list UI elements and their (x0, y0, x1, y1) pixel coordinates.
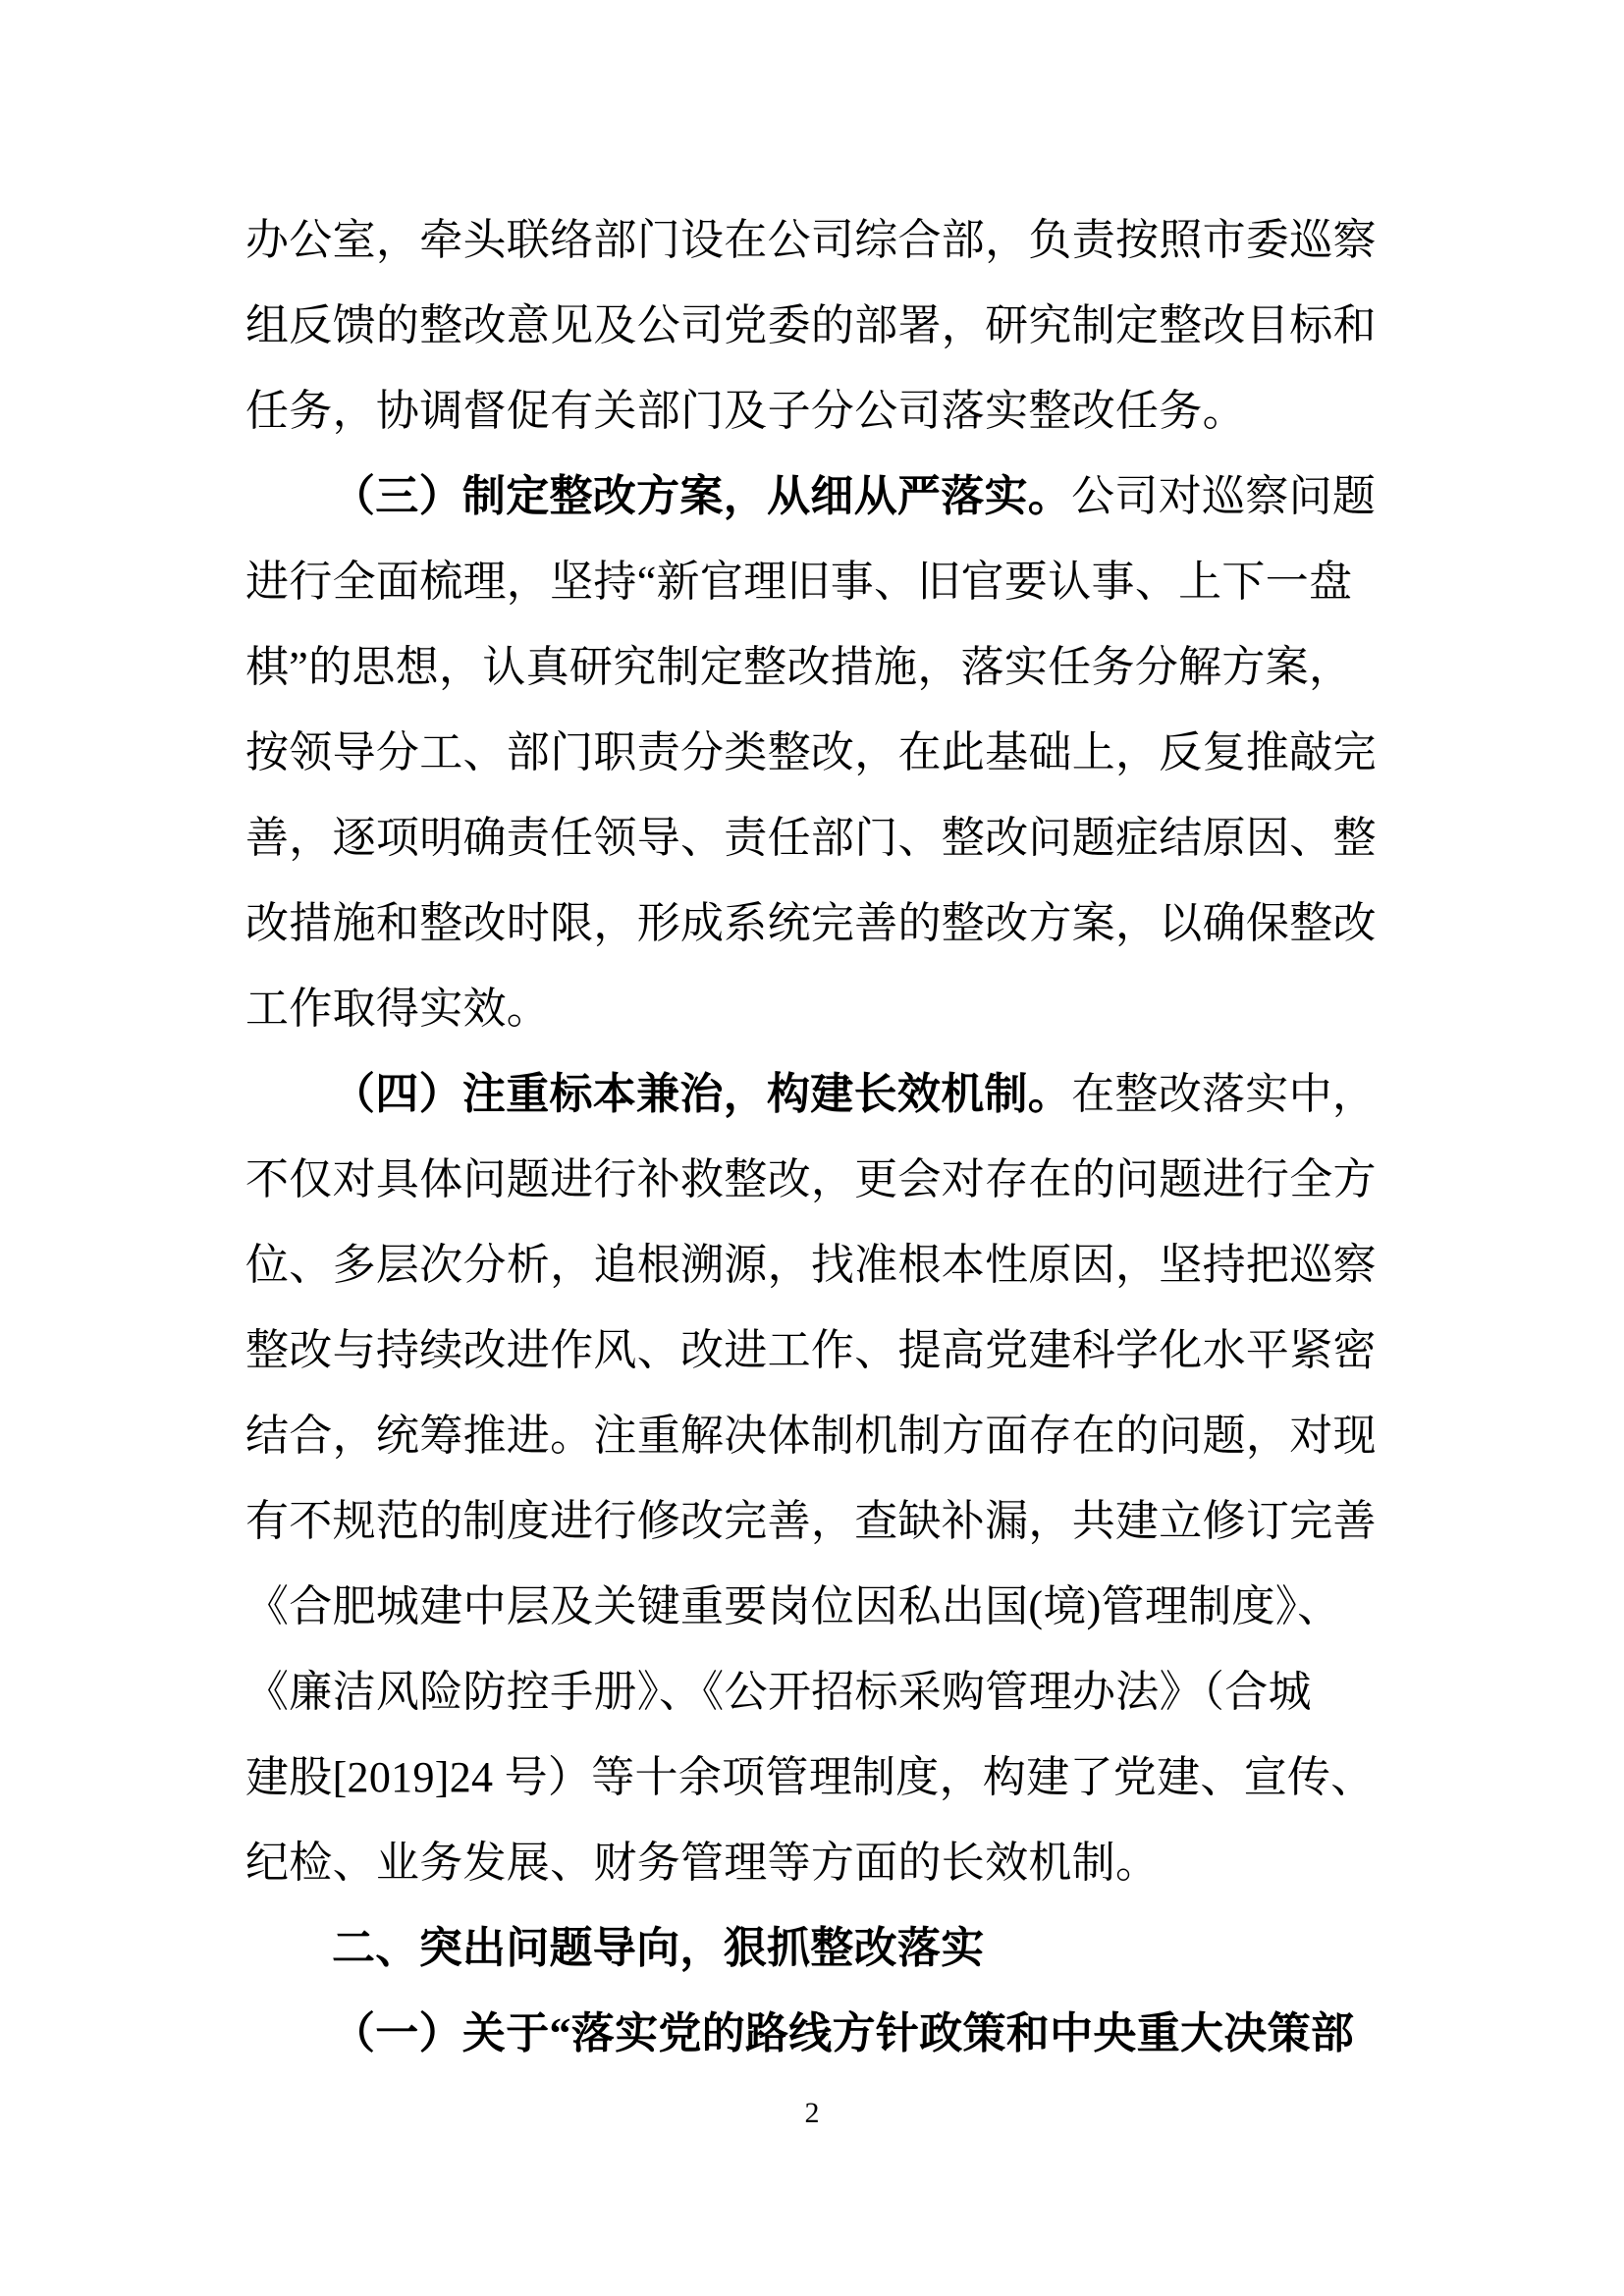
body-text-segment: 不仅对具体问题进行补救整改，更会对存在的问题进行全方 (245, 1155, 1377, 1203)
body-text-segment: 组反馈的整改意见及公司党委的部署，研究制定整改目标和 (245, 301, 1377, 349)
body-text-segment: 公司对巡察问题 (1071, 472, 1377, 520)
document-lines (245, 197, 1377, 2076)
text-line (245, 624, 1377, 710)
text-line (245, 1820, 1377, 1905)
text-line (245, 1308, 1377, 1393)
heading-text-segment: （四）注重标本兼治，构建长效机制。 (332, 1070, 1072, 1118)
body-text-segment: 善，逐项明确责任领导、责任部门、整改问题症结原因、整 (245, 814, 1377, 862)
body-text-segment: 位、多层次分析，追根溯源，找准根本性原因，坚持把巡察 (245, 1241, 1377, 1289)
text-line (245, 710, 1377, 795)
text-line (245, 881, 1377, 966)
body-text-segment: 《合肥城建中层及关键重要岗位因私出国(境)管理制度》、 (245, 1582, 1341, 1630)
body-text-segment: 建股[2019]24 号）等十余项管理制度，构建了党建、宣传、 (245, 1753, 1375, 1801)
body-text-segment: 《廉洁风险防控手册》、《公开招标采购管理办法》（合城 (245, 1668, 1312, 1716)
body-text-segment: 在整改落实中， (1071, 1070, 1377, 1118)
body-text-segment: 改措施和整改时限，形成系统完善的整改方案，以确保整改 (245, 899, 1377, 947)
text-line (245, 197, 1377, 283)
body-text-segment: 结合，统筹推进。注重解决体制机制方面存在的问题，对现 (245, 1412, 1377, 1460)
heading-text-segment: 二、突出问题导向，狠抓整改落实 (332, 1924, 985, 1972)
text-line (245, 1905, 1377, 1991)
text-line (245, 454, 1377, 539)
body-text-segment: 进行全面梳理，坚持“新官理旧事、旧官要认事、上下一盘 (245, 558, 1353, 606)
body-text-segment: 任务，协调督促有关部门及子分公司落实整改任务。 (245, 387, 1246, 435)
body-text-segment: 棋”的思想，认真研究制定整改措施，落实任务分解方案， (245, 643, 1353, 691)
body-text-segment: 纪检、业务发展、财务管理等方面的长效机制。 (245, 1839, 1160, 1887)
body-text-segment: 办公室，牵头联络部门设在公司综合部，负责按照市委巡察 (245, 216, 1377, 264)
body-text-segment: 工作取得实效。 (245, 985, 551, 1033)
body-text-segment: 按领导分工、部门职责分类整改，在此基础上，反复推敲完 (245, 728, 1377, 776)
body-text-segment: 整改与持续改进作风、改进工作、提高党建科学化水平紧密 (245, 1326, 1377, 1374)
text-line (245, 1649, 1377, 1735)
heading-text-segment: （三）制定整改方案，从细从严落实。 (332, 472, 1072, 520)
text-line (245, 368, 1377, 454)
page-number: 2 (804, 2097, 820, 2129)
text-line (245, 1991, 1377, 2076)
text-line (245, 1735, 1377, 1820)
text-line (245, 795, 1377, 881)
heading-text-segment: （一）关于“落实党的路线方针政策和中央重大决策部 (332, 2009, 1355, 2057)
text-line (245, 283, 1377, 368)
text-line (245, 1222, 1377, 1308)
text-line (245, 1478, 1377, 1564)
text-line (245, 1564, 1377, 1649)
text-line (245, 539, 1377, 624)
text-line (245, 966, 1377, 1051)
text-line (245, 1393, 1377, 1478)
text-line (245, 1051, 1377, 1137)
text-line (245, 1137, 1377, 1222)
body-text-segment: 有不规范的制度进行修改完善，查缺补漏，共建立修订完善 (245, 1497, 1377, 1545)
